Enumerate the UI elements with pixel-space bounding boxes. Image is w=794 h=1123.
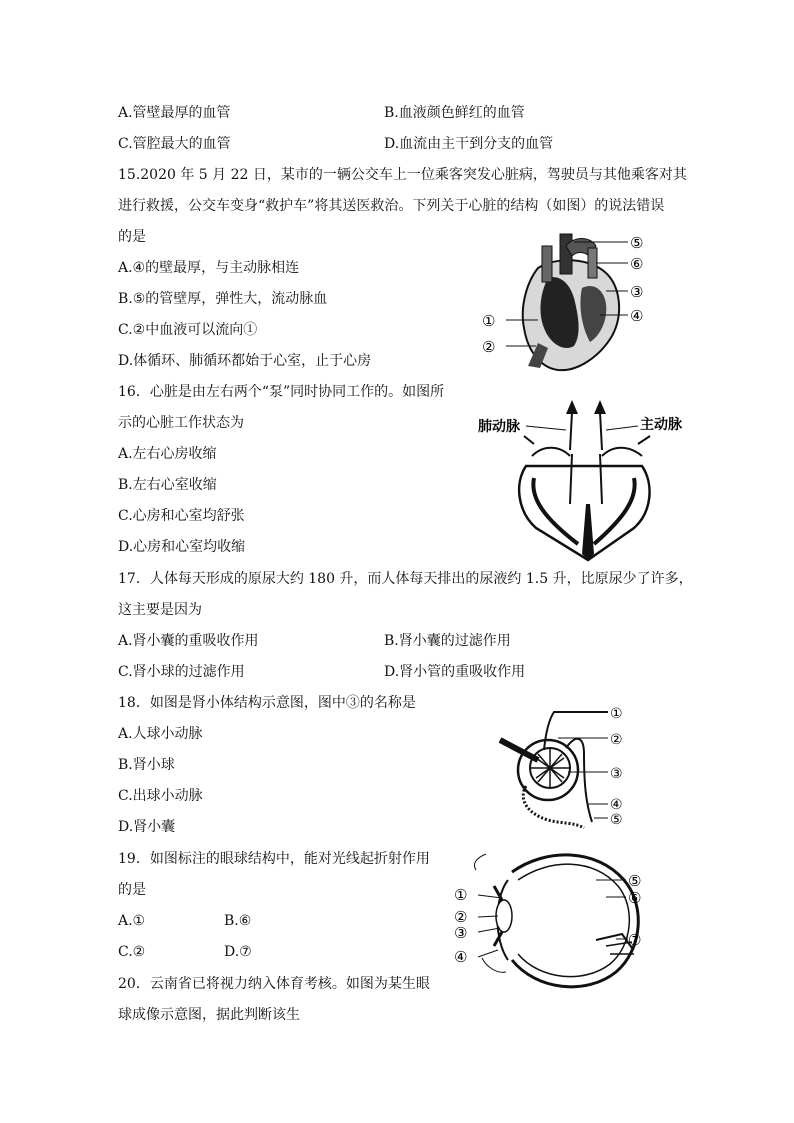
q18-option-b: B.肾小球	[118, 757, 175, 773]
q16-option-b: B.左右心室收缩	[118, 477, 217, 493]
q19-stem-line-2: 的是	[118, 882, 146, 898]
eye-label-3: ③	[454, 924, 468, 942]
heart-label-5: ⑤	[630, 234, 644, 252]
nephron-label-2: ②	[610, 732, 623, 748]
heart-pump-figure	[474, 394, 704, 564]
label-aorta: 主动脉	[640, 417, 682, 433]
q17-option-c: C.肾小球的过滤作用	[118, 664, 245, 680]
label-pulmonary-artery: 肺动脉	[478, 419, 520, 435]
q14-option-d: D.血流由主干到分支的血管	[384, 136, 554, 152]
q18-option-d: D.肾小囊	[118, 819, 176, 835]
renal-corpuscle-figure	[488, 704, 648, 834]
q14-option-c: C.管腔最大的血管	[118, 136, 231, 152]
heart-label-1: ①	[482, 312, 496, 330]
q19-option-a: A.①	[118, 913, 146, 929]
heart-label-3: ③	[630, 283, 644, 301]
eye-label-4: ④	[454, 948, 468, 966]
q16-option-a: A.左右心房收缩	[118, 446, 217, 462]
nephron-label-5: ⑤	[610, 812, 623, 828]
q15-option-a: A.④的壁最厚，与主动脉相连	[118, 260, 300, 276]
q17-stem-line-1: 17．人体每天形成的原尿大约 180 升，而人体每天排出的尿液约 1.5 升，比原尿少了许多，	[118, 571, 693, 587]
eye-label-5: ⑤	[628, 872, 642, 890]
q15-option-c: C.②中血液可以流向①	[118, 322, 258, 338]
q17-option-a: A.肾小囊的重吸收作用	[118, 633, 259, 649]
q14-option-b: B.血液颜色鲜红的血管	[384, 105, 525, 121]
heart-cross-section-figure	[478, 228, 688, 378]
q15-stem-line-3: 的是	[118, 229, 146, 245]
q16-option-c: C.心房和心室均舒张	[118, 508, 245, 524]
q20-stem-line-2: 球成像示意图，据此判断该生	[118, 1007, 300, 1023]
q18-option-c: C.出球小动脉	[118, 788, 203, 804]
eye-label-6: ⑥	[628, 889, 642, 907]
q19-option-c: C.②	[118, 944, 146, 960]
q17-option-d: D.肾小管的重吸收作用	[384, 664, 526, 680]
eyeball-figure	[446, 850, 666, 990]
eye-label-7: ⑦	[628, 931, 642, 949]
q15-stem-line-2: 进行救援，公交车变身“救护车”将其送医救治。下列关于心脏的结构（如图）的说法错误	[118, 198, 665, 214]
eye-label-2: ②	[454, 908, 468, 926]
nephron-label-3: ③	[610, 766, 623, 782]
q19-option-b: B.⑥	[224, 913, 252, 929]
q19-stem-line-1: 19．如图标注的眼球结构中，能对光线起折射作用	[118, 851, 430, 867]
q17-stem-line-2: 这主要是因为	[118, 602, 202, 618]
q18-stem-line-1: 18．如图是肾小体结构示意图，图中③的名称是	[118, 695, 416, 711]
q18-option-a: A.人球小动脉	[118, 726, 203, 742]
eye-label-1: ①	[454, 886, 468, 904]
heart-label-2: ②	[482, 338, 496, 356]
heart-label-6: ⑥	[630, 255, 644, 273]
q16-stem-line-2: 示的心脏工作状态为	[118, 415, 244, 431]
q15-option-b: B.⑤的管壁厚，弹性大，流动脉血	[118, 291, 328, 307]
nephron-label-4: ④	[610, 797, 623, 813]
nephron-label-1: ①	[610, 706, 623, 722]
q16-option-d: D.心房和心室均收缩	[118, 539, 246, 555]
q14-option-a: A.管壁最厚的血管	[118, 105, 231, 121]
q20-stem-line-1: 20．云南省已将视力纳入体育考核。如图为某生眼	[118, 976, 430, 992]
q15-stem-line-1: 15.2020 年 5 月 22 日，某市的一辆公交车上一位乘客突发心脏病，驾驶员与其他乘客对其	[118, 167, 687, 183]
q16-stem-line-1: 16．心脏是由左右两个“泵”同时协同工作的。如图所	[118, 384, 445, 400]
q15-option-d: D.体循环、肺循环都始于心室，止于心房	[118, 353, 372, 369]
q17-option-b: B.肾小囊的过滤作用	[384, 633, 511, 649]
heart-label-4: ④	[630, 307, 644, 325]
q19-option-d: D.⑦	[224, 944, 252, 960]
